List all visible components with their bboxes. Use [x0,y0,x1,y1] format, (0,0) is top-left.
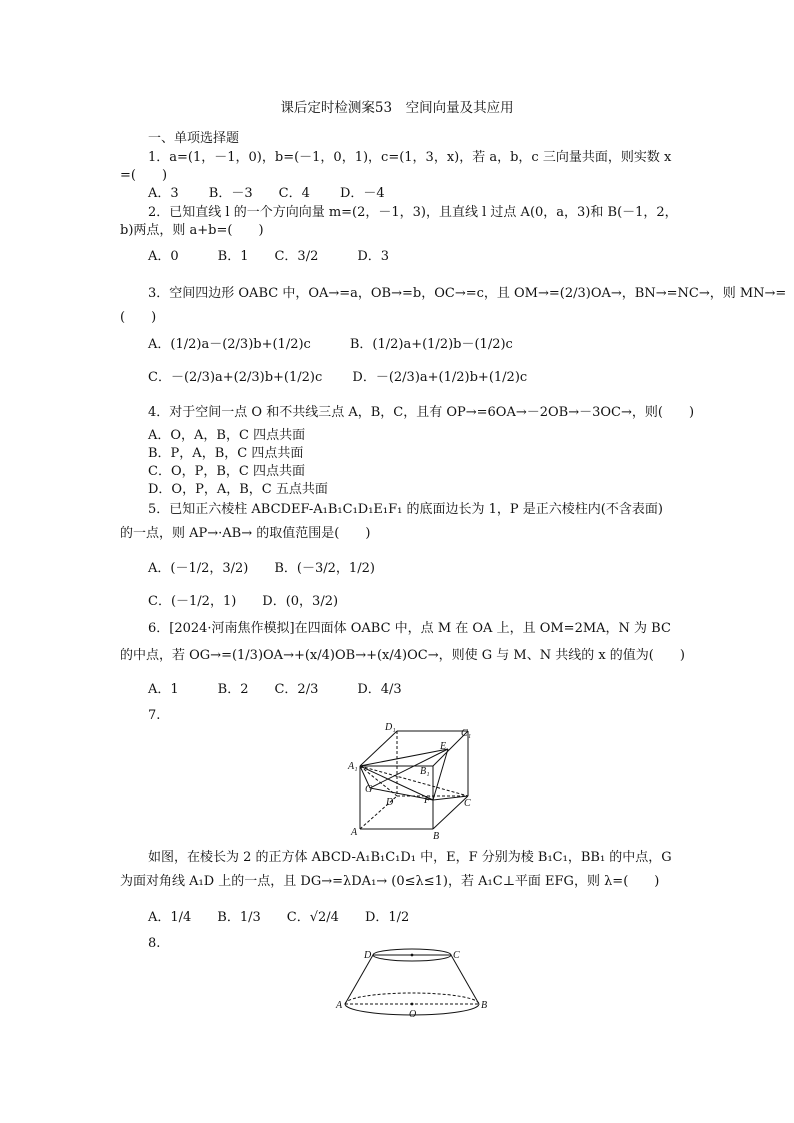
q6-stem-cont: 的中点，若 OG→=(1/3)OA→+(x/4)OB→+(x/4)OC→，则使 G 与 M、N 共线的 x 的值为( ) [120,648,685,663]
page-title: 课后定时检测案53 空间向量及其应用 [280,100,514,116]
label-C: C [453,950,460,961]
q7-options: A．1/4 B．1/3 C．√2/4 D．1/2 [148,910,410,925]
q2-stem: 2．已知直线 l 的一个方向向量 m=(2，－1，3)，且直线 l 过点 A(0，a，3)和 B(－1，2， [148,205,678,220]
q4-stem: 4．对于空间一点 O 和不共线三点 A，B，C，且有 OP→=6OA→－2OB→－3OC→，则( ) [148,405,695,420]
label-D1: D₁ [385,722,396,733]
q1-stem-cont: =( ) [120,168,168,183]
label-C: C [464,798,471,809]
label-O: O [409,1009,417,1020]
q4-option-d: D．O，P，A，B，C 五点共面 [148,482,328,497]
q1-stem: 1．a=(1，－1，0)，b=(－1，0，1)，c=(1，3，x)，若 a，b，c 三向量共面，则实数 x [148,150,672,165]
q3-stem-cont: ( ) [120,310,157,325]
label-D: D [364,950,372,961]
label-B: B [433,831,440,842]
label-A: A [351,827,358,838]
label-G: G [365,784,373,795]
label-F: F [424,795,431,806]
q5-options-cd: C．(－1/2，1) D．(0，3/2) [148,594,339,609]
q7-stem: 如图，在棱长为 2 的正方体 ABCD-A₁B₁C₁D₁ 中，E，F 分别为棱 B₁C₁，BB₁ 的中点，G [148,850,672,865]
q4-option-b: B．P，A，B，C 四点共面 [148,446,304,461]
q6-options: A．1 B．2 C．2/3 D．4/3 [148,682,402,697]
label-A1: A₁ [348,761,358,772]
q1-options: A．3 B．－3 C．4 D．－4 [148,186,385,201]
section-heading: 一、单项选择题 [148,131,240,146]
label-A: A [336,1000,343,1011]
q8-number: 8. [148,936,161,951]
q4-option-a: A．O，A，B，C 四点共面 [148,428,306,443]
q7-number: 7. [148,708,161,723]
label-E: E [440,741,447,752]
label-D: D [386,797,394,808]
q3-options-ab: A．(1/2)a－(2/3)b+(1/2)c B．(1/2)a+(1/2)b－(1/2)c [148,337,513,352]
frustum-figure [335,946,495,1022]
label-B1: B₁ [420,766,430,777]
label-C1: C₁ [461,728,472,739]
q3-stem: 3．空间四边形 OABC 中，OA→=a，OB→=b，OC→=c，且 OM→=(2/3)OA→，BN→=NC→，则 MN→= [148,286,787,301]
q5-stem-cont: 的一点，则 AP→·AB→ 的取值范围是( ) [120,526,371,541]
cube-figure [340,722,480,844]
q4-option-c: C．O，P，B，C 四点共面 [148,464,305,479]
label-B: B [481,1000,488,1011]
q3-options-cd: C．－(2/3)a+(2/3)b+(1/2)c D．－(2/3)a+(1/2)b+(1/2)c [148,370,528,385]
q5-options-ab: A．(－1/2，3/2) B．(－3/2，1/2) [148,561,375,576]
q5-stem: 5．已知正六棱柱 ABCDEF-A₁B₁C₁D₁E₁F₁ 的底面边长为 1，P 是正六棱柱内(不含表面) [148,502,663,517]
q2-stem-cont: b)两点，则 a+b=( ) [120,223,264,238]
q7-stem-cont: 为面对角线 A₁D 上的一点，且 DG→=λDA₁→ (0≤λ≤1)，若 A₁C⊥平面 EFG，则 λ=( ) [120,874,660,889]
q2-options: A．0 B．1 C．3/2 D．3 [148,249,390,264]
q6-stem: 6．[2024·河南焦作模拟]在四面体 OABC 中，点 M 在 OA 上，且 OM=2MA，N 为 BC [148,621,671,636]
